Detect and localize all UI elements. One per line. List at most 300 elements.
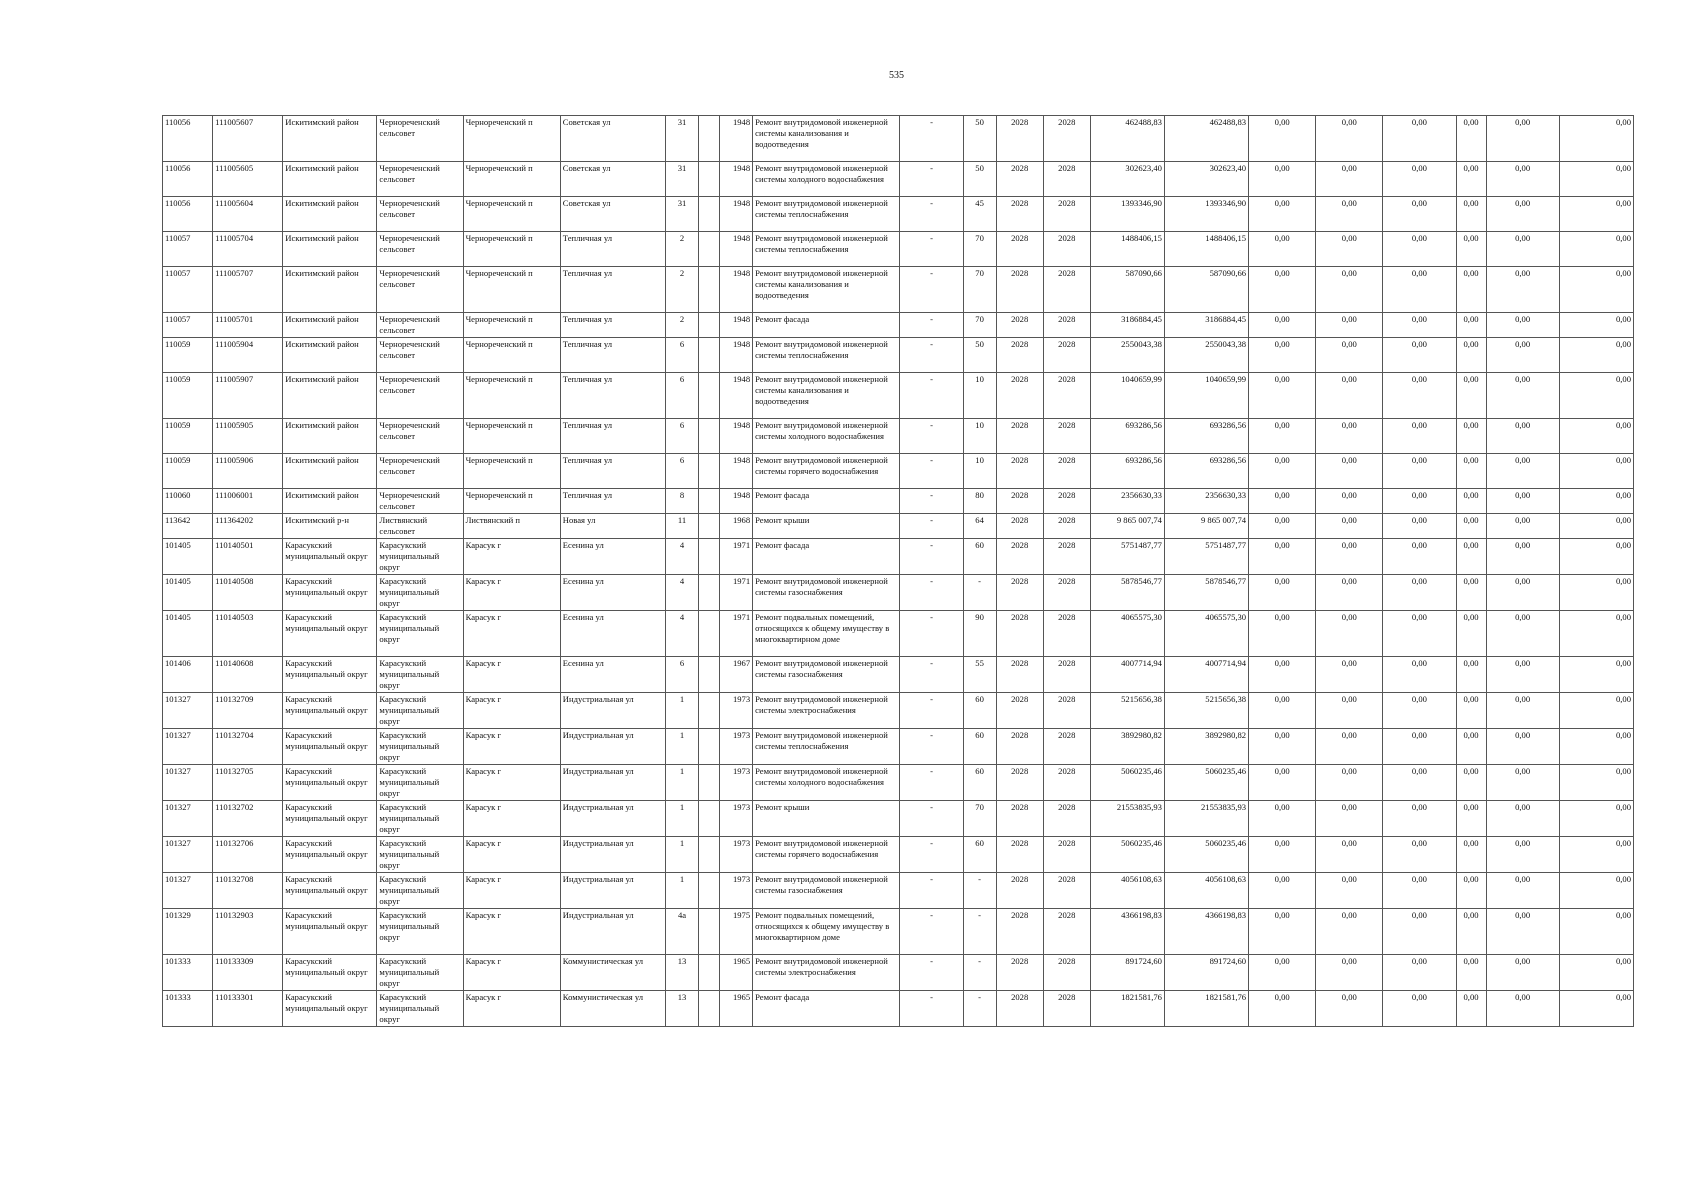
cell-municipality: Карасукский муниципальный округ xyxy=(377,611,463,657)
cell-plan-year-end: 2028 xyxy=(1043,801,1090,837)
table-row xyxy=(163,657,1634,693)
cell-municipality: Карасукский муниципальный округ xyxy=(377,991,463,1027)
cell-owners-share: 0,00 xyxy=(1456,197,1486,232)
cell-plan-year-start: 2028 xyxy=(996,765,1043,801)
cell-other-source: 0,00 xyxy=(1486,991,1559,1027)
cell-cost-fund: 1821581,76 xyxy=(1164,991,1248,1027)
cell-settlement: Чернореченский п xyxy=(463,338,560,373)
cell-house-number: 4 xyxy=(665,575,698,611)
cell-owners-share: 0,00 xyxy=(1456,116,1486,162)
cell-work-id: 111005906 xyxy=(213,454,283,489)
cell-subsidy-federal: 0,00 xyxy=(1249,489,1316,514)
cell-cost-fund: 891724,60 xyxy=(1164,955,1248,991)
cell-work-type: Ремонт внутридомовой инженерной системы газоснабжения xyxy=(753,575,900,611)
cell-plan-year-end: 2028 xyxy=(1043,267,1090,313)
cell-subsidy-local: 0,00 xyxy=(1383,232,1456,267)
cell-cost-fund: 587090,66 xyxy=(1164,267,1248,313)
cell-other-source: 0,00 xyxy=(1486,837,1559,873)
cell-subsidy-regional: 0,00 xyxy=(1316,837,1383,873)
cell-wear-percent: 70 xyxy=(963,801,996,837)
cell-total-cost: 2550043,38 xyxy=(1090,338,1164,373)
cell-street: Индустриальная ул xyxy=(560,693,665,729)
cell-year-built: 1948 xyxy=(720,338,753,373)
cell-blank: - xyxy=(900,313,963,338)
cell-plan-year-start: 2028 xyxy=(996,232,1043,267)
cell-plan-year-start: 2028 xyxy=(996,575,1043,611)
cell-settlement: Чернореченский п xyxy=(463,116,560,162)
cell-settlement: Карасук г xyxy=(463,955,560,991)
cell-subsidy-local: 0,00 xyxy=(1383,514,1456,539)
cell-remaining-cost: 0,00 xyxy=(1559,267,1633,313)
cell-year-built: 1948 xyxy=(720,419,753,454)
cell-blank: - xyxy=(900,539,963,575)
cell-subsidy-regional: 0,00 xyxy=(1316,454,1383,489)
cell-building xyxy=(699,116,720,162)
cell-wear-percent: 60 xyxy=(963,765,996,801)
cell-owners-share: 0,00 xyxy=(1456,909,1486,955)
table-row xyxy=(163,489,1634,514)
cell-year-built: 1973 xyxy=(720,837,753,873)
cell-other-source: 0,00 xyxy=(1486,801,1559,837)
cell-other-source: 0,00 xyxy=(1486,419,1559,454)
cell-wear-percent: 70 xyxy=(963,232,996,267)
cell-district: Искитимский район xyxy=(283,197,377,232)
cell-house-id: 110059 xyxy=(163,454,213,489)
cell-street: Есенина ул xyxy=(560,539,665,575)
cell-settlement: Чернореченский п xyxy=(463,162,560,197)
cell-street: Тепличная ул xyxy=(560,267,665,313)
cell-district: Карасукский муниципальный округ xyxy=(283,873,377,909)
cell-house-id: 101327 xyxy=(163,873,213,909)
cell-subsidy-regional: 0,00 xyxy=(1316,162,1383,197)
cell-district: Искитимский район xyxy=(283,419,377,454)
table-row xyxy=(163,611,1634,657)
cell-subsidy-local: 0,00 xyxy=(1383,575,1456,611)
cell-blank: - xyxy=(900,693,963,729)
cell-municipality: Чернореченский сельсовет xyxy=(377,454,463,489)
cell-other-source: 0,00 xyxy=(1486,729,1559,765)
cell-blank: - xyxy=(900,454,963,489)
cell-wear-percent: - xyxy=(963,575,996,611)
cell-work-id: 110132705 xyxy=(213,765,283,801)
cell-district: Искитимский р-н xyxy=(283,514,377,539)
cell-plan-year-start: 2028 xyxy=(996,338,1043,373)
cell-cost-fund: 4366198,83 xyxy=(1164,909,1248,955)
cell-work-type: Ремонт внутридомовой инженерной системы теплоснабжения xyxy=(753,197,900,232)
cell-year-built: 1948 xyxy=(720,232,753,267)
cell-remaining-cost: 0,00 xyxy=(1559,765,1633,801)
cell-subsidy-federal: 0,00 xyxy=(1249,837,1316,873)
cell-building xyxy=(699,454,720,489)
cell-house-number: 11 xyxy=(665,514,698,539)
cell-work-id: 110133301 xyxy=(213,991,283,1027)
cell-subsidy-regional: 0,00 xyxy=(1316,514,1383,539)
cell-building xyxy=(699,837,720,873)
table-row xyxy=(163,373,1634,419)
cell-cost-fund: 3892980,82 xyxy=(1164,729,1248,765)
cell-blank: - xyxy=(900,729,963,765)
cell-building xyxy=(699,873,720,909)
cell-subsidy-federal: 0,00 xyxy=(1249,693,1316,729)
cell-house-number: 2 xyxy=(665,313,698,338)
cell-work-id: 111005907 xyxy=(213,373,283,419)
cell-municipality: Карасукский муниципальный округ xyxy=(377,955,463,991)
cell-plan-year-start: 2028 xyxy=(996,611,1043,657)
cell-plan-year-end: 2028 xyxy=(1043,873,1090,909)
cell-settlement: Чернореченский п xyxy=(463,232,560,267)
cell-cost-fund: 693286,56 xyxy=(1164,419,1248,454)
cell-district: Искитимский район xyxy=(283,489,377,514)
cell-house-id: 101406 xyxy=(163,657,213,693)
cell-house-number: 4 xyxy=(665,611,698,657)
cell-other-source: 0,00 xyxy=(1486,197,1559,232)
cell-other-source: 0,00 xyxy=(1486,657,1559,693)
cell-work-id: 111005904 xyxy=(213,338,283,373)
cell-plan-year-start: 2028 xyxy=(996,514,1043,539)
cell-total-cost: 1488406,15 xyxy=(1090,232,1164,267)
cell-municipality: Карасукский муниципальный округ xyxy=(377,539,463,575)
cell-house-number: 8 xyxy=(665,489,698,514)
cell-remaining-cost: 0,00 xyxy=(1559,232,1633,267)
cell-total-cost: 5215656,38 xyxy=(1090,693,1164,729)
cell-subsidy-federal: 0,00 xyxy=(1249,991,1316,1027)
cell-year-built: 1973 xyxy=(720,693,753,729)
cell-remaining-cost: 0,00 xyxy=(1559,373,1633,419)
cell-blank: - xyxy=(900,162,963,197)
cell-subsidy-regional: 0,00 xyxy=(1316,338,1383,373)
table-row xyxy=(163,116,1634,162)
cell-district: Карасукский муниципальный округ xyxy=(283,955,377,991)
cell-work-type: Ремонт внутридомовой инженерной системы горячего водоснабжения xyxy=(753,454,900,489)
cell-subsidy-regional: 0,00 xyxy=(1316,991,1383,1027)
cell-owners-share: 0,00 xyxy=(1456,454,1486,489)
cell-work-id: 110140608 xyxy=(213,657,283,693)
cell-house-id: 101327 xyxy=(163,729,213,765)
cell-remaining-cost: 0,00 xyxy=(1559,489,1633,514)
cell-blank: - xyxy=(900,514,963,539)
cell-work-id: 110133309 xyxy=(213,955,283,991)
cell-subsidy-local: 0,00 xyxy=(1383,801,1456,837)
cell-remaining-cost: 0,00 xyxy=(1559,837,1633,873)
cell-subsidy-regional: 0,00 xyxy=(1316,765,1383,801)
cell-settlement: Карасук г xyxy=(463,765,560,801)
cell-plan-year-end: 2028 xyxy=(1043,454,1090,489)
cell-owners-share: 0,00 xyxy=(1456,162,1486,197)
cell-subsidy-local: 0,00 xyxy=(1383,197,1456,232)
cell-subsidy-local: 0,00 xyxy=(1383,729,1456,765)
cell-total-cost: 462488,83 xyxy=(1090,116,1164,162)
table-row xyxy=(163,454,1634,489)
cell-building xyxy=(699,657,720,693)
cell-subsidy-federal: 0,00 xyxy=(1249,801,1316,837)
cell-municipality: Карасукский муниципальный округ xyxy=(377,657,463,693)
cell-plan-year-start: 2028 xyxy=(996,419,1043,454)
cell-subsidy-federal: 0,00 xyxy=(1249,657,1316,693)
cell-blank: - xyxy=(900,873,963,909)
cell-house-number: 13 xyxy=(665,991,698,1027)
cell-work-type: Ремонт крыши xyxy=(753,801,900,837)
cell-subsidy-regional: 0,00 xyxy=(1316,909,1383,955)
cell-house-number: 2 xyxy=(665,267,698,313)
cell-work-id: 110140508 xyxy=(213,575,283,611)
cell-house-number: 6 xyxy=(665,373,698,419)
cell-district: Карасукский муниципальный округ xyxy=(283,909,377,955)
cell-house-number: 1 xyxy=(665,729,698,765)
cell-municipality: Карасукский муниципальный округ xyxy=(377,909,463,955)
cell-district: Искитимский район xyxy=(283,373,377,419)
cell-wear-percent: 50 xyxy=(963,338,996,373)
cell-subsidy-federal: 0,00 xyxy=(1249,162,1316,197)
cell-owners-share: 0,00 xyxy=(1456,514,1486,539)
cell-total-cost: 2356630,33 xyxy=(1090,489,1164,514)
cell-street: Советская ул xyxy=(560,162,665,197)
cell-wear-percent: 10 xyxy=(963,419,996,454)
cell-owners-share: 0,00 xyxy=(1456,313,1486,338)
cell-building xyxy=(699,338,720,373)
cell-plan-year-end: 2028 xyxy=(1043,837,1090,873)
cell-cost-fund: 2550043,38 xyxy=(1164,338,1248,373)
cell-plan-year-start: 2028 xyxy=(996,837,1043,873)
cell-work-type: Ремонт внутридомовой инженерной системы газоснабжения xyxy=(753,657,900,693)
cell-plan-year-start: 2028 xyxy=(996,454,1043,489)
cell-year-built: 1973 xyxy=(720,729,753,765)
cell-district: Искитимский район xyxy=(283,232,377,267)
cell-street: Индустриальная ул xyxy=(560,909,665,955)
cell-plan-year-end: 2028 xyxy=(1043,419,1090,454)
cell-municipality: Чернореченский сельсовет xyxy=(377,267,463,313)
cell-plan-year-start: 2028 xyxy=(996,373,1043,419)
cell-house-id: 101327 xyxy=(163,801,213,837)
cell-plan-year-start: 2028 xyxy=(996,693,1043,729)
cell-house-id: 110057 xyxy=(163,232,213,267)
registry-table xyxy=(162,115,1634,1027)
cell-owners-share: 0,00 xyxy=(1456,267,1486,313)
cell-blank: - xyxy=(900,955,963,991)
cell-plan-year-start: 2028 xyxy=(996,873,1043,909)
cell-work-id: 110132702 xyxy=(213,801,283,837)
cell-plan-year-start: 2028 xyxy=(996,657,1043,693)
cell-building xyxy=(699,267,720,313)
cell-work-type: Ремонт внутридомовой инженерной системы теплоснабжения xyxy=(753,338,900,373)
cell-street: Коммунистическая ул xyxy=(560,955,665,991)
cell-plan-year-end: 2028 xyxy=(1043,729,1090,765)
cell-subsidy-regional: 0,00 xyxy=(1316,955,1383,991)
cell-cost-fund: 4007714,94 xyxy=(1164,657,1248,693)
cell-street: Индустриальная ул xyxy=(560,729,665,765)
cell-total-cost: 3892980,82 xyxy=(1090,729,1164,765)
cell-plan-year-end: 2028 xyxy=(1043,162,1090,197)
cell-total-cost: 4065575,30 xyxy=(1090,611,1164,657)
cell-owners-share: 0,00 xyxy=(1456,373,1486,419)
cell-plan-year-end: 2028 xyxy=(1043,338,1090,373)
cell-building xyxy=(699,909,720,955)
cell-cost-fund: 2356630,33 xyxy=(1164,489,1248,514)
cell-wear-percent: - xyxy=(963,909,996,955)
cell-other-source: 0,00 xyxy=(1486,909,1559,955)
cell-cost-fund: 5060235,46 xyxy=(1164,837,1248,873)
cell-remaining-cost: 0,00 xyxy=(1559,801,1633,837)
cell-settlement: Чернореченский п xyxy=(463,419,560,454)
cell-building xyxy=(699,373,720,419)
cell-house-number: 4 xyxy=(665,539,698,575)
cell-street: Тепличная ул xyxy=(560,454,665,489)
cell-house-number: 31 xyxy=(665,197,698,232)
cell-subsidy-local: 0,00 xyxy=(1383,454,1456,489)
cell-street: Индустриальная ул xyxy=(560,765,665,801)
cell-total-cost: 21553835,93 xyxy=(1090,801,1164,837)
cell-remaining-cost: 0,00 xyxy=(1559,693,1633,729)
cell-wear-percent: 90 xyxy=(963,611,996,657)
table-row xyxy=(163,197,1634,232)
table-row xyxy=(163,162,1634,197)
cell-year-built: 1948 xyxy=(720,373,753,419)
cell-subsidy-federal: 0,00 xyxy=(1249,514,1316,539)
cell-total-cost: 587090,66 xyxy=(1090,267,1164,313)
cell-total-cost: 1821581,76 xyxy=(1090,991,1164,1027)
cell-remaining-cost: 0,00 xyxy=(1559,729,1633,765)
page-number: 535 xyxy=(889,70,904,81)
cell-cost-fund: 693286,56 xyxy=(1164,454,1248,489)
cell-work-type: Ремонт внутридомовой инженерной системы газоснабжения xyxy=(753,873,900,909)
cell-total-cost: 5060235,46 xyxy=(1090,837,1164,873)
cell-plan-year-end: 2028 xyxy=(1043,693,1090,729)
cell-municipality: Карасукский муниципальный округ xyxy=(377,837,463,873)
cell-cost-fund: 9 865 007,74 xyxy=(1164,514,1248,539)
cell-building xyxy=(699,197,720,232)
cell-subsidy-federal: 0,00 xyxy=(1249,873,1316,909)
cell-house-number: 1 xyxy=(665,837,698,873)
cell-settlement: Чернореченский п xyxy=(463,267,560,313)
cell-total-cost: 891724,60 xyxy=(1090,955,1164,991)
cell-work-type: Ремонт фасада xyxy=(753,313,900,338)
cell-plan-year-end: 2028 xyxy=(1043,116,1090,162)
cell-plan-year-start: 2028 xyxy=(996,991,1043,1027)
cell-work-type: Ремонт внутридомовой инженерной системы канализования и водоотведения xyxy=(753,267,900,313)
cell-building xyxy=(699,162,720,197)
cell-building xyxy=(699,955,720,991)
cell-settlement: Карасук г xyxy=(463,693,560,729)
cell-subsidy-federal: 0,00 xyxy=(1249,454,1316,489)
cell-building xyxy=(699,419,720,454)
cell-other-source: 0,00 xyxy=(1486,611,1559,657)
cell-total-cost: 5060235,46 xyxy=(1090,765,1164,801)
cell-work-id: 111005704 xyxy=(213,232,283,267)
cell-house-number: 31 xyxy=(665,162,698,197)
cell-remaining-cost: 0,00 xyxy=(1559,338,1633,373)
cell-subsidy-regional: 0,00 xyxy=(1316,873,1383,909)
cell-subsidy-federal: 0,00 xyxy=(1249,232,1316,267)
cell-house-id: 110060 xyxy=(163,489,213,514)
cell-municipality: Чернореченский сельсовет xyxy=(377,162,463,197)
cell-remaining-cost: 0,00 xyxy=(1559,197,1633,232)
cell-blank: - xyxy=(900,267,963,313)
cell-subsidy-regional: 0,00 xyxy=(1316,116,1383,162)
cell-year-built: 1948 xyxy=(720,489,753,514)
cell-subsidy-local: 0,00 xyxy=(1383,837,1456,873)
cell-district: Карасукский муниципальный округ xyxy=(283,575,377,611)
cell-cost-fund: 1393346,90 xyxy=(1164,197,1248,232)
cell-subsidy-regional: 0,00 xyxy=(1316,693,1383,729)
cell-subsidy-local: 0,00 xyxy=(1383,267,1456,313)
cell-subsidy-local: 0,00 xyxy=(1383,693,1456,729)
cell-subsidy-local: 0,00 xyxy=(1383,489,1456,514)
cell-remaining-cost: 0,00 xyxy=(1559,419,1633,454)
cell-plan-year-end: 2028 xyxy=(1043,232,1090,267)
cell-building xyxy=(699,313,720,338)
table-row xyxy=(163,873,1634,909)
cell-plan-year-start: 2028 xyxy=(996,955,1043,991)
cell-year-built: 1971 xyxy=(720,575,753,611)
cell-blank: - xyxy=(900,611,963,657)
cell-subsidy-local: 0,00 xyxy=(1383,909,1456,955)
cell-settlement: Карасук г xyxy=(463,909,560,955)
cell-blank: - xyxy=(900,489,963,514)
cell-subsidy-regional: 0,00 xyxy=(1316,575,1383,611)
cell-subsidy-federal: 0,00 xyxy=(1249,575,1316,611)
cell-street: Тепличная ул xyxy=(560,419,665,454)
cell-owners-share: 0,00 xyxy=(1456,729,1486,765)
cell-settlement: Чернореченский п xyxy=(463,454,560,489)
cell-district: Искитимский район xyxy=(283,338,377,373)
cell-remaining-cost: 0,00 xyxy=(1559,162,1633,197)
table-row xyxy=(163,693,1634,729)
cell-other-source: 0,00 xyxy=(1486,313,1559,338)
cell-subsidy-federal: 0,00 xyxy=(1249,909,1316,955)
cell-house-id: 110056 xyxy=(163,197,213,232)
cell-district: Карасукский муниципальный округ xyxy=(283,539,377,575)
table-row xyxy=(163,765,1634,801)
cell-remaining-cost: 0,00 xyxy=(1559,575,1633,611)
cell-street: Советская ул xyxy=(560,197,665,232)
cell-plan-year-start: 2028 xyxy=(996,267,1043,313)
cell-blank: - xyxy=(900,765,963,801)
cell-house-number: 31 xyxy=(665,116,698,162)
cell-building xyxy=(699,693,720,729)
cell-district: Искитимский район xyxy=(283,162,377,197)
cell-settlement: Карасук г xyxy=(463,539,560,575)
cell-owners-share: 0,00 xyxy=(1456,338,1486,373)
cell-owners-share: 0,00 xyxy=(1456,419,1486,454)
cell-building xyxy=(699,991,720,1027)
cell-municipality: Листвянский сельсовет xyxy=(377,514,463,539)
cell-district: Карасукский муниципальный округ xyxy=(283,765,377,801)
cell-work-type: Ремонт фасада xyxy=(753,539,900,575)
cell-plan-year-end: 2028 xyxy=(1043,514,1090,539)
table-row xyxy=(163,909,1634,955)
cell-wear-percent: 55 xyxy=(963,657,996,693)
cell-building xyxy=(699,765,720,801)
cell-street: Новая ул xyxy=(560,514,665,539)
cell-settlement: Карасук г xyxy=(463,575,560,611)
cell-municipality: Карасукский муниципальный округ xyxy=(377,575,463,611)
cell-plan-year-start: 2028 xyxy=(996,162,1043,197)
cell-cost-fund: 5878546,77 xyxy=(1164,575,1248,611)
cell-work-id: 110140503 xyxy=(213,611,283,657)
cell-year-built: 1973 xyxy=(720,765,753,801)
table-row xyxy=(163,991,1634,1027)
cell-plan-year-start: 2028 xyxy=(996,801,1043,837)
cell-remaining-cost: 0,00 xyxy=(1559,313,1633,338)
cell-house-id: 110059 xyxy=(163,373,213,419)
cell-house-id: 101327 xyxy=(163,693,213,729)
cell-house-id: 110059 xyxy=(163,338,213,373)
cell-cost-fund: 21553835,93 xyxy=(1164,801,1248,837)
cell-total-cost: 9 865 007,74 xyxy=(1090,514,1164,539)
cell-subsidy-regional: 0,00 xyxy=(1316,657,1383,693)
cell-house-number: 13 xyxy=(665,955,698,991)
cell-remaining-cost: 0,00 xyxy=(1559,454,1633,489)
cell-subsidy-local: 0,00 xyxy=(1383,873,1456,909)
